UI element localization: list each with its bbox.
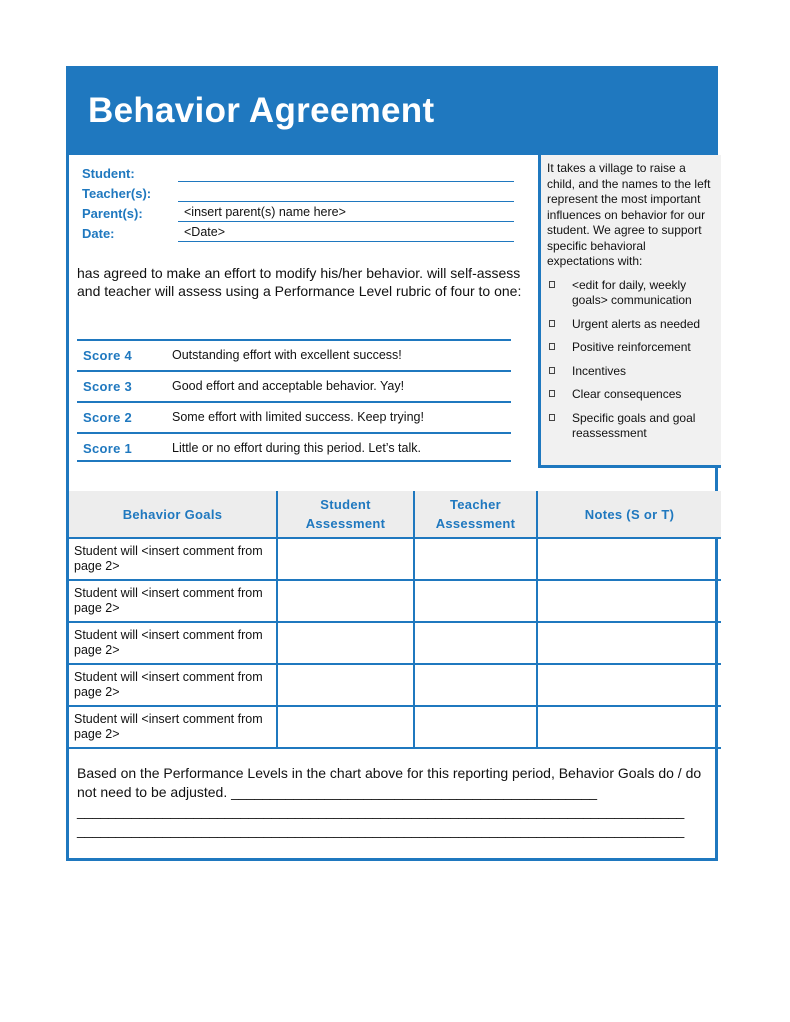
goal-cell: Student will <insert comment from page 2> (69, 538, 277, 580)
support-item (547, 387, 715, 403)
notes-cell[interactable] (537, 622, 721, 664)
support-item-label: Incentives (572, 363, 627, 378)
support-item (547, 364, 715, 380)
checkbox-icon[interactable] (549, 320, 555, 327)
table-header-row (69, 491, 721, 538)
title-banner (69, 69, 715, 155)
score-row (77, 432, 511, 462)
teacher-assessment-cell[interactable] (414, 706, 537, 748)
goal-cell: Student will <insert comment from page 2> (69, 622, 277, 664)
support-item (547, 278, 715, 309)
student-assessment-cell[interactable] (277, 538, 414, 580)
score-label: Score 1 (83, 441, 133, 456)
column-header-notes: Notes (S or T) (537, 491, 721, 538)
table-row (69, 580, 721, 622)
parent-field[interactable]: <insert parent(s) name here> (178, 203, 514, 222)
column-header-student-assessment: Student Assessment (277, 491, 414, 538)
goal-cell: Student will <insert comment from page 2> (69, 580, 277, 622)
student-label: Student: (82, 166, 135, 181)
teacher-assessment-cell[interactable] (414, 664, 537, 706)
student-assessment-cell[interactable] (277, 622, 414, 664)
checkbox-icon[interactable] (549, 343, 555, 350)
score-row (77, 401, 511, 429)
notes-cell[interactable] (537, 664, 721, 706)
teacher-label: Teacher(s): (82, 186, 152, 201)
student-assessment-cell[interactable] (277, 706, 414, 748)
table-row (69, 664, 721, 706)
support-item (547, 411, 715, 442)
score-row (77, 370, 511, 398)
score-label: Score 3 (83, 379, 133, 394)
adjustment-statement: Based on the Performance Levels in the chart above for this reporting period, Behavior Goals do / do not need to be adjusted. _______________________________________________ ______________________________________________________________________________ ______________________________________________________________________________ (77, 765, 702, 838)
support-item-label: <edit for daily, weekly goals> communication (572, 277, 692, 307)
behavior-goals-table (69, 491, 721, 749)
notes-cell[interactable] (537, 580, 721, 622)
score-label: Score 2 (83, 410, 133, 425)
goal-cell: Student will <insert comment from page 2> (69, 706, 277, 748)
score-description: Some effort with limited success. Keep trying! (172, 410, 424, 424)
support-item (547, 340, 715, 356)
table-row (69, 622, 721, 664)
score-description: Little or no effort during this period. Let’s talk. (172, 441, 421, 455)
intro-text: has agreed to make an effort to modify his/her behavior. will self-assess and teacher will assess using a Performance Level rubric of four to one: (77, 265, 522, 299)
score-label: Score 4 (83, 348, 133, 363)
table-row (69, 538, 721, 580)
column-header-teacher-assessment: Teacher Assessment (414, 491, 537, 538)
sidebar-text: It takes a village to raise a child, and the names to the left represent the most important influences on behavior for our student. We agree to support specific behavioral expectations with: (547, 161, 711, 268)
goal-cell: Student will <insert comment from page 2> (69, 664, 277, 706)
support-item-label: Clear consequences (572, 387, 682, 401)
page-title: Behavior Agreement (88, 91, 435, 130)
score-description: Outstanding effort with excellent success! (172, 348, 402, 362)
teacher-assessment-cell[interactable] (414, 580, 537, 622)
notes-cell[interactable] (537, 538, 721, 580)
score-row (77, 339, 511, 367)
teacher-assessment-cell[interactable] (414, 622, 537, 664)
parent-label: Parent(s): (82, 206, 143, 221)
table-row (69, 706, 721, 748)
date-label: Date: (82, 226, 115, 241)
notes-cell[interactable] (537, 706, 721, 748)
checkbox-icon[interactable] (549, 390, 555, 397)
teacher-field[interactable] (178, 183, 514, 202)
checkbox-icon[interactable] (549, 281, 555, 288)
support-item-label: Positive reinforcement (572, 340, 691, 354)
teacher-assessment-cell[interactable] (414, 538, 537, 580)
support-item-label: Urgent alerts as needed (572, 316, 701, 331)
student-field[interactable] (178, 163, 514, 182)
date-field[interactable]: <Date> (178, 223, 514, 242)
score-description: Good effort and acceptable behavior. Yay! (172, 379, 405, 393)
column-header-behavior-goals: Behavior Goals (69, 491, 277, 538)
student-assessment-cell[interactable] (277, 580, 414, 622)
support-item (547, 317, 715, 333)
checkbox-icon[interactable] (549, 414, 555, 421)
support-item-label: Specific goals and goal reassessment (572, 410, 696, 440)
student-assessment-cell[interactable] (277, 664, 414, 706)
support-sidebar (538, 155, 721, 468)
checkbox-icon[interactable] (549, 367, 555, 374)
agreement-frame (66, 66, 718, 861)
support-list (547, 278, 715, 442)
